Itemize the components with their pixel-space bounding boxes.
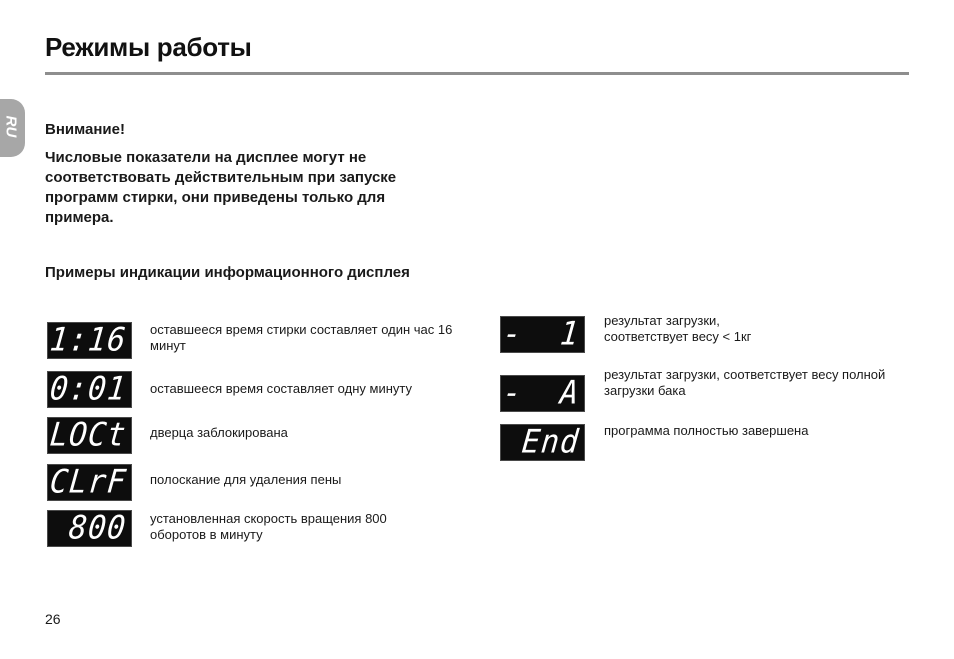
display-example-3 [47,417,132,454]
display-readout: 0:01 [47,370,128,408]
display-example-5 [47,510,132,547]
display-readout: LOCt [47,416,128,454]
display-readout: L- A [481,374,581,412]
display-description: результат загрузки, соответствует весу < 1кг [604,313,752,344]
display-description: дверца заблокирована [150,425,288,440]
display-readout: 1:16 [47,321,128,359]
display-example-6 [481,315,585,353]
page-title: Режимы работы [45,32,252,62]
display-description: оставшееся время стирки составляет один час 16 минут [150,322,453,353]
language-tab [0,99,25,157]
display-description: оставшееся время составляет одну минуту [150,381,412,396]
page-number: 26 [45,611,61,627]
display-readout: L- 1 [481,315,581,353]
display-example-7 [481,374,585,412]
display-description: результат загрузки, соответствует весу полной загрузки бака [604,367,886,398]
display-example-8 [500,424,585,461]
display-description: программа полностью завершена [604,423,809,438]
display-example-1 [47,322,132,359]
display-readout: CLrF [47,463,128,501]
display-readout: End [520,423,581,461]
language-tab-label: RU [2,115,20,138]
title-divider [45,72,909,75]
section-heading: Примеры индикации информационного дисплея [45,264,410,281]
warning-heading: Внимание! [45,121,125,138]
display-description: полоскание для удаления пены [150,472,342,487]
display-description: установленная скорость вращения 800 оборотов в минуту [150,511,387,542]
display-example-4 [47,464,132,501]
display-example-2 [47,371,132,408]
display-readout: 800 [67,509,128,547]
warning-text: Числовые показатели на дисплее могут не соответствовать действительным при запуске программ стирки, они приведены только для примера. [45,149,397,226]
